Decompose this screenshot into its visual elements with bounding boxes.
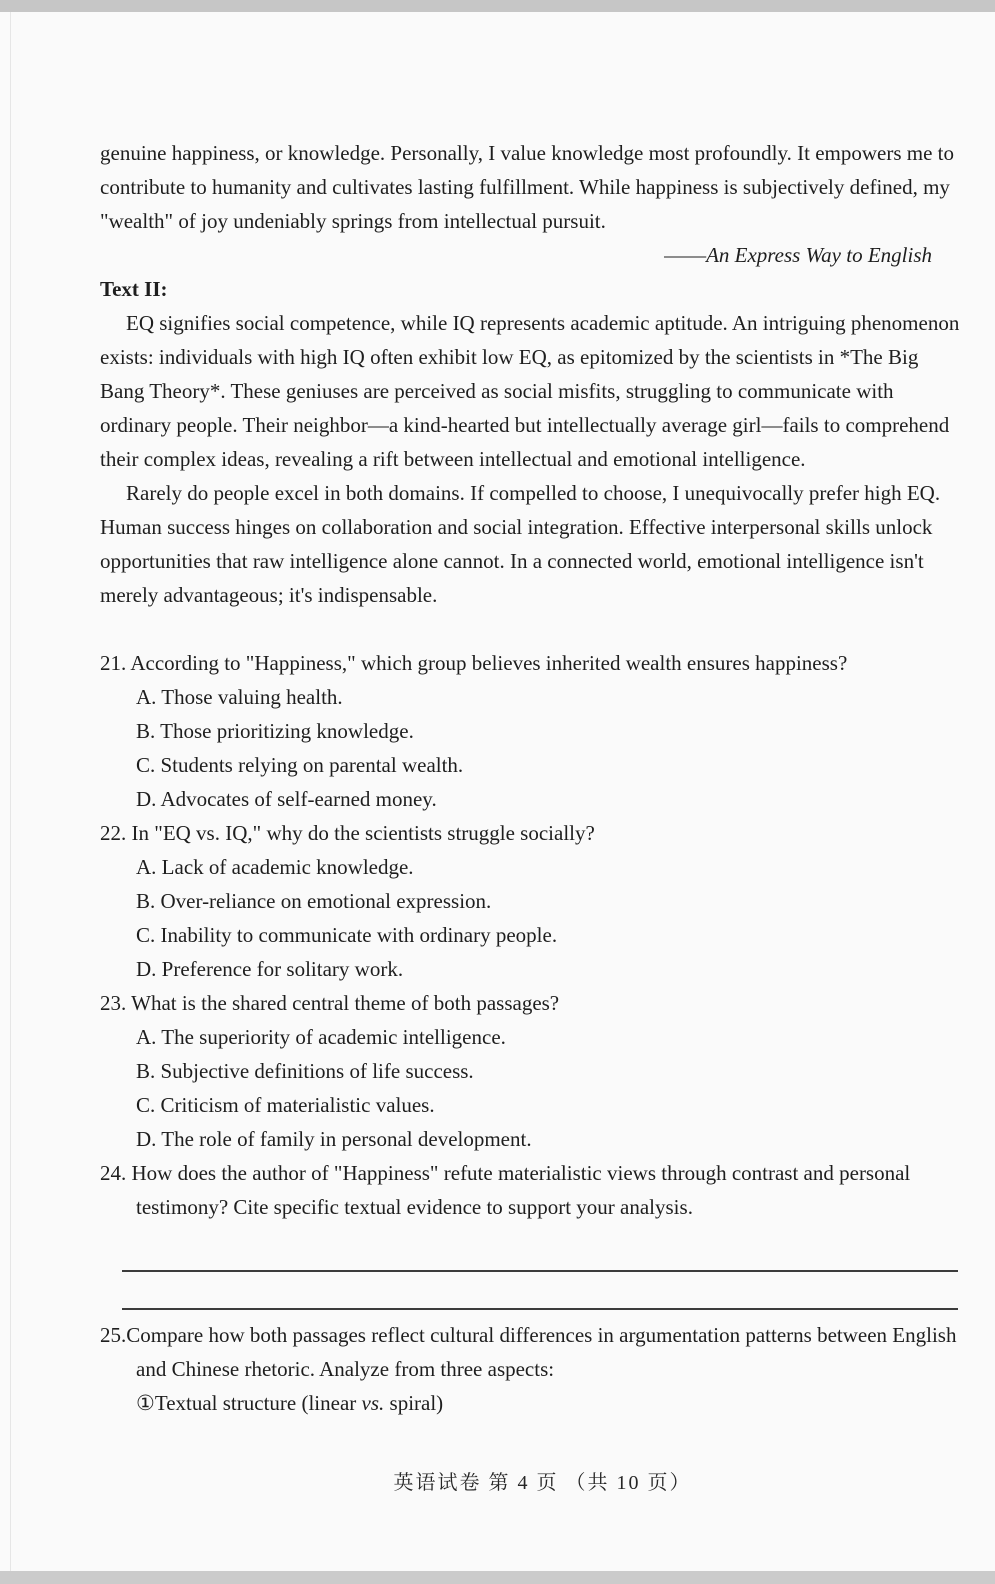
subitem-vs: vs.	[361, 1391, 385, 1415]
question-21-option-c: C. Students relying on parental wealth.	[136, 753, 464, 777]
question-22-option-a: A. Lack of academic knowledge.	[136, 855, 414, 879]
question-block-21	[100, 646, 960, 816]
top-edge-strip	[0, 0, 995, 12]
question-25-text: Compare how both passages reflect cultural differences in argumentation patterns between English and Chinese rhetoric. Analyze from three aspects:	[126, 1323, 957, 1381]
question-block-22	[100, 816, 960, 986]
question-22-stem	[100, 816, 960, 850]
question-24-number: 24.	[100, 1161, 127, 1185]
question-24-text: How does the author of "Happiness" refute materialistic views through contrast and personal testimony? Cite specific textual evidence to support your analysis.	[126, 1161, 911, 1219]
attribution-dash: ——	[664, 243, 707, 267]
text-ii-heading: Text II:	[100, 277, 168, 301]
question-21-option-d: D. Advocates of self-earned money.	[136, 787, 437, 811]
question-22-option-c: C. Inability to communicate with ordinary people.	[136, 923, 558, 947]
question-21-option-a: A. Those valuing health.	[136, 685, 343, 709]
text-ii-paragraph-1: EQ signifies social competence, while IQ represents academic aptitude. An intriguing phenomenon exists: individuals with high IQ often exhibit low EQ, as epitomized by the scientists in *The Big Bang Theory*. These geniuses are perceived as social misfits, struggling to communicate with ordinary people. Their neighbor—a kind-hearted but intellectually average girl—fails to comprehend their complex ideas, revealing a rift between intellectual and emotional intelligence.	[100, 311, 960, 471]
question-23-option-c: C. Criticism of materialistic values.	[136, 1093, 435, 1117]
question-25-number: 25.	[100, 1323, 127, 1347]
text-ii-paragraph-2: Rarely do people excel in both domains. If compelled to choose, I unequivocally prefer high EQ. Human success hinges on collaboration and social integration. Effective interpersonal skills unlock opportunities that raw intelligence alone cannot. In a connected world, emotional intelligence isn't merely advantageous; it's indispensable.	[100, 481, 941, 607]
passage-continuation-paragraph: genuine happiness, or knowledge. Personally, I value knowledge most profoundly. It empowers me to contribute to humanity and cultivates lasting fulfillment. While happiness is subjectively defined, my "wealth" of joy undeniably springs from intellectual pursuit.	[100, 141, 955, 233]
question-block-24	[100, 1156, 960, 1310]
question-23-text: What is the shared central theme of both passages?	[126, 991, 560, 1015]
question-block-25	[100, 1318, 960, 1420]
bottom-edge-strip	[0, 1571, 995, 1584]
question-22-number: 22.	[100, 821, 127, 845]
question-21-number: 21.	[100, 651, 127, 675]
document-page	[100, 136, 960, 1420]
question-23-number: 23.	[100, 991, 127, 1015]
question-23-option-b: B. Subjective definitions of life success.	[136, 1059, 474, 1083]
attribution-title: An Express Way to English	[706, 243, 932, 267]
source-attribution	[100, 238, 960, 272]
question-22-text: In "EQ vs. IQ," why do the scientists struggle socially?	[126, 821, 595, 845]
question-22-option-b: B. Over-reliance on emotional expression.	[136, 889, 492, 913]
question-25-subitem-1	[100, 1386, 960, 1420]
question-24-stem	[100, 1156, 960, 1224]
subitem-suffix: spiral)	[384, 1391, 444, 1415]
question-23-option-d: D. The role of family in personal development.	[136, 1127, 532, 1151]
question-23-stem	[100, 986, 960, 1020]
question-23-option-a: A. The superiority of academic intelligence.	[136, 1025, 506, 1049]
question-block-23	[100, 986, 960, 1156]
question-21-option-b: B. Those prioritizing knowledge.	[136, 719, 414, 743]
answer-line-2	[122, 1272, 958, 1310]
footer-page-indicator: 英语试卷 第 4 页 （共 10 页）	[393, 1472, 692, 1494]
question-21-text: According to "Happiness," which group believes inherited wealth ensures happiness?	[126, 651, 848, 675]
question-22-option-d: D. Preference for solitary work.	[136, 957, 404, 981]
question-25-stem	[100, 1318, 960, 1386]
question-21-stem	[100, 646, 960, 680]
subitem-prefix: ①Textual structure (linear	[136, 1391, 362, 1415]
answer-line-1	[122, 1224, 958, 1272]
page-left-edge	[10, 12, 11, 1571]
